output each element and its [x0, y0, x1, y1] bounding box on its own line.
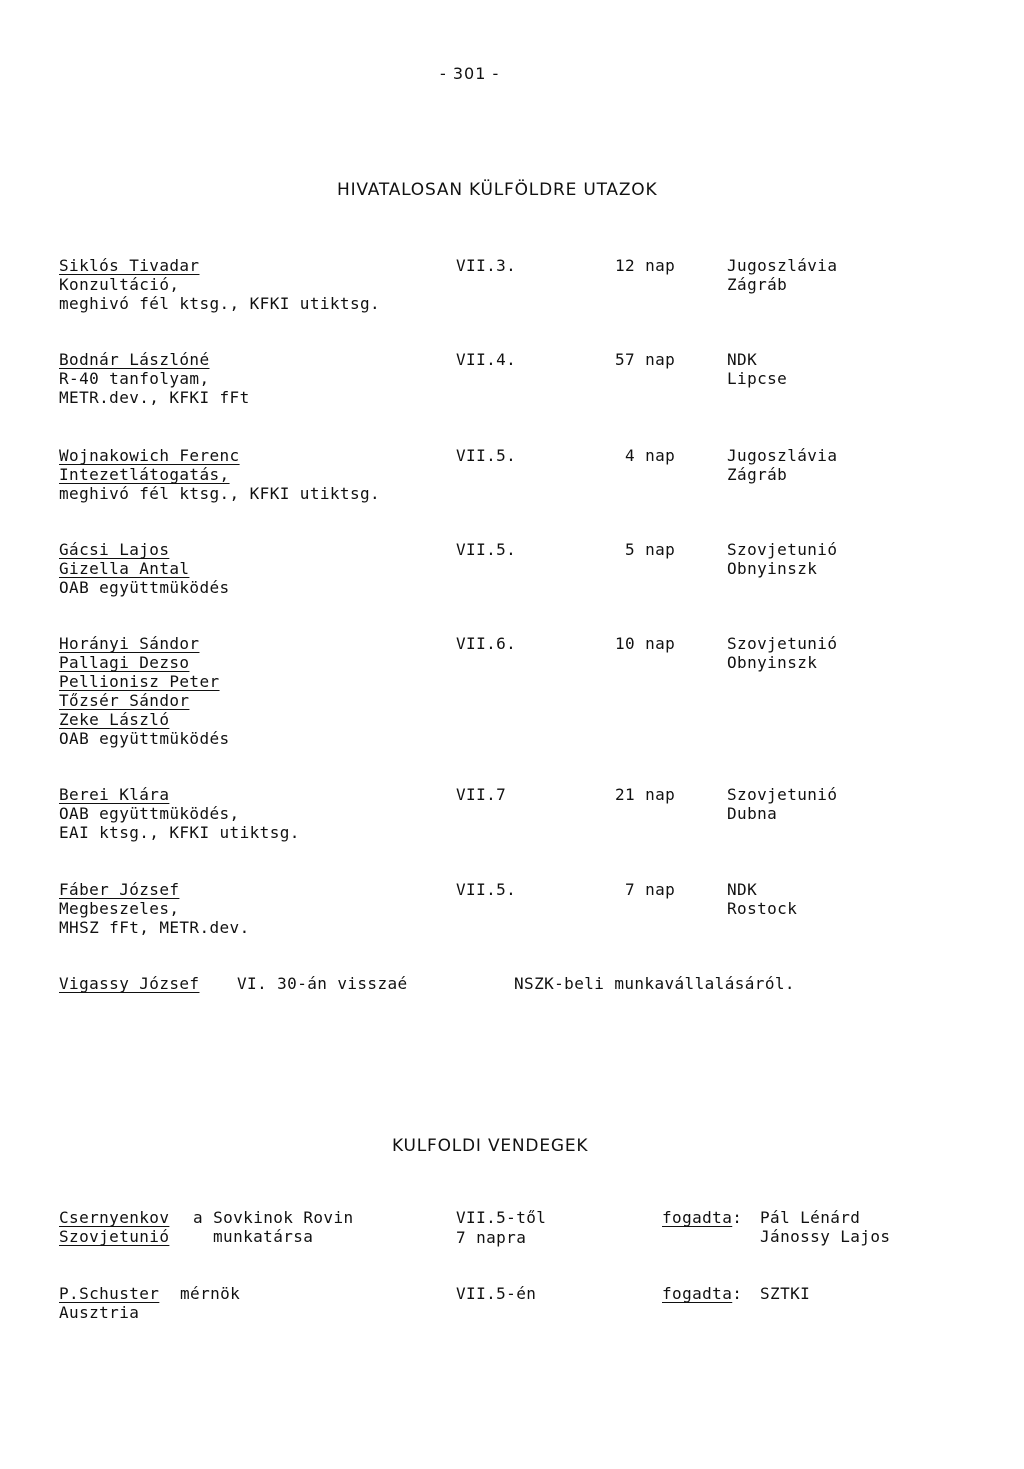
- section-title-travelers: HIVATALOSAN KÜLFÖLDRE UTAZOK: [337, 180, 658, 200]
- trip-funding: meghivó fél ktsg., KFKI utiktsg.: [59, 484, 381, 503]
- trip-duration: 12 nap: [615, 256, 676, 275]
- traveler-name: Bodnár Lászlóné: [59, 350, 210, 369]
- visit-duration: 7 napra: [456, 1228, 527, 1247]
- trip-country: Jugoszlávia: [727, 256, 838, 275]
- traveler-name: Gácsi Lajos: [59, 540, 170, 559]
- host-name: Pál Lénárd: [760, 1208, 861, 1227]
- trip-country: Szovjetunió: [727, 540, 838, 559]
- host-label: fogadta:: [662, 1208, 743, 1227]
- guest-name: Csernyenkov: [59, 1208, 170, 1227]
- trip-purpose: R-40 tanfolyam,: [59, 369, 210, 388]
- trip-date: VII.4.: [456, 350, 517, 369]
- trip-country: Szovjetunió: [727, 785, 838, 804]
- trip-country: Szovjetunió: [727, 634, 838, 653]
- trip-purpose: Megbeszeles,: [59, 899, 180, 918]
- trip-purpose: OAB együttmüködés,: [59, 804, 240, 823]
- trip-purpose: OAB együttmüködés: [59, 578, 230, 597]
- trip-country: NDK: [727, 350, 758, 369]
- trip-date: VII.5.: [456, 446, 517, 465]
- trip-purpose: Konzultáció,: [59, 275, 180, 294]
- trip-city: Zágráb: [727, 275, 788, 294]
- guest-description: a Sovkinok Rovin: [193, 1208, 354, 1227]
- trip-funding: MHSZ fFt, METR.dev.: [59, 918, 250, 937]
- host-name: SZTKI: [760, 1284, 811, 1303]
- traveler-name: Wojnakowich Ferenc: [59, 446, 240, 465]
- page-number: - 301 -: [440, 64, 500, 83]
- traveler-name: Pallagi Dezso: [59, 653, 190, 672]
- traveler-name: Horányi Sándor: [59, 634, 200, 653]
- host-name: Jánossy Lajos: [760, 1227, 891, 1246]
- trip-purpose: OAB együttmüködés: [59, 729, 230, 748]
- traveler-name: Siklós Tivadar: [59, 256, 200, 275]
- trip-funding: meghivó fél ktsg., KFKI utiktsg.: [59, 294, 381, 313]
- trip-city: Lipcse: [727, 369, 788, 388]
- trip-funding: EAI ktsg., KFKI utiktsg.: [59, 823, 300, 842]
- trip-date: VII.3.: [456, 256, 517, 275]
- guest-country: Szovjetunió: [59, 1227, 170, 1246]
- visit-date: VII.5-én: [456, 1284, 537, 1303]
- note-text: VI. 30-án visszaé: [237, 974, 408, 993]
- traveler-name: Gizella Antal: [59, 559, 190, 578]
- traveler-name: Fáber József: [59, 880, 180, 899]
- trip-date: VII.7: [456, 785, 507, 804]
- trip-city: Obnyinszk: [727, 559, 818, 578]
- trip-duration: 5 nap: [625, 540, 676, 559]
- traveler-name: Zeke László: [59, 710, 170, 729]
- trip-duration: 10 nap: [615, 634, 676, 653]
- guest-name: P.Schuster: [59, 1284, 160, 1303]
- trip-date: VII.6.: [456, 634, 517, 653]
- trip-duration: 7 nap: [625, 880, 676, 899]
- trip-city: Rostock: [727, 899, 798, 918]
- person-name: Vigassy József: [59, 974, 200, 993]
- trip-city: Zágráb: [727, 465, 788, 484]
- guest-description: munkatársa: [213, 1227, 314, 1246]
- host-label: fogadta:: [662, 1284, 743, 1303]
- trip-date: VII.5.: [456, 540, 517, 559]
- traveler-name: Berei Klára: [59, 785, 170, 804]
- trip-city: Obnyinszk: [727, 653, 818, 672]
- trip-funding: METR.dev., KFKI fFt: [59, 388, 250, 407]
- trip-duration: 57 nap: [615, 350, 676, 369]
- visit-date: VII.5-től: [456, 1208, 547, 1227]
- guest-description: mérnök: [180, 1284, 241, 1303]
- section-title-guests: KULFOLDI VENDEGEK: [392, 1136, 589, 1156]
- trip-city: Dubna: [727, 804, 778, 823]
- note-text: NSZK-beli munkavállalásáról.: [514, 974, 795, 993]
- traveler-name: Tőzsér Sándor: [59, 691, 190, 710]
- trip-date: VII.5.: [456, 880, 517, 899]
- trip-purpose: Intezetlátogatás,: [59, 465, 230, 484]
- trip-duration: 4 nap: [625, 446, 676, 465]
- traveler-name: Pellionisz Peter: [59, 672, 220, 691]
- trip-country: Jugoszlávia: [727, 446, 838, 465]
- trip-duration: 21 nap: [615, 785, 676, 804]
- guest-country: Ausztria: [59, 1303, 140, 1322]
- trip-country: NDK: [727, 880, 758, 899]
